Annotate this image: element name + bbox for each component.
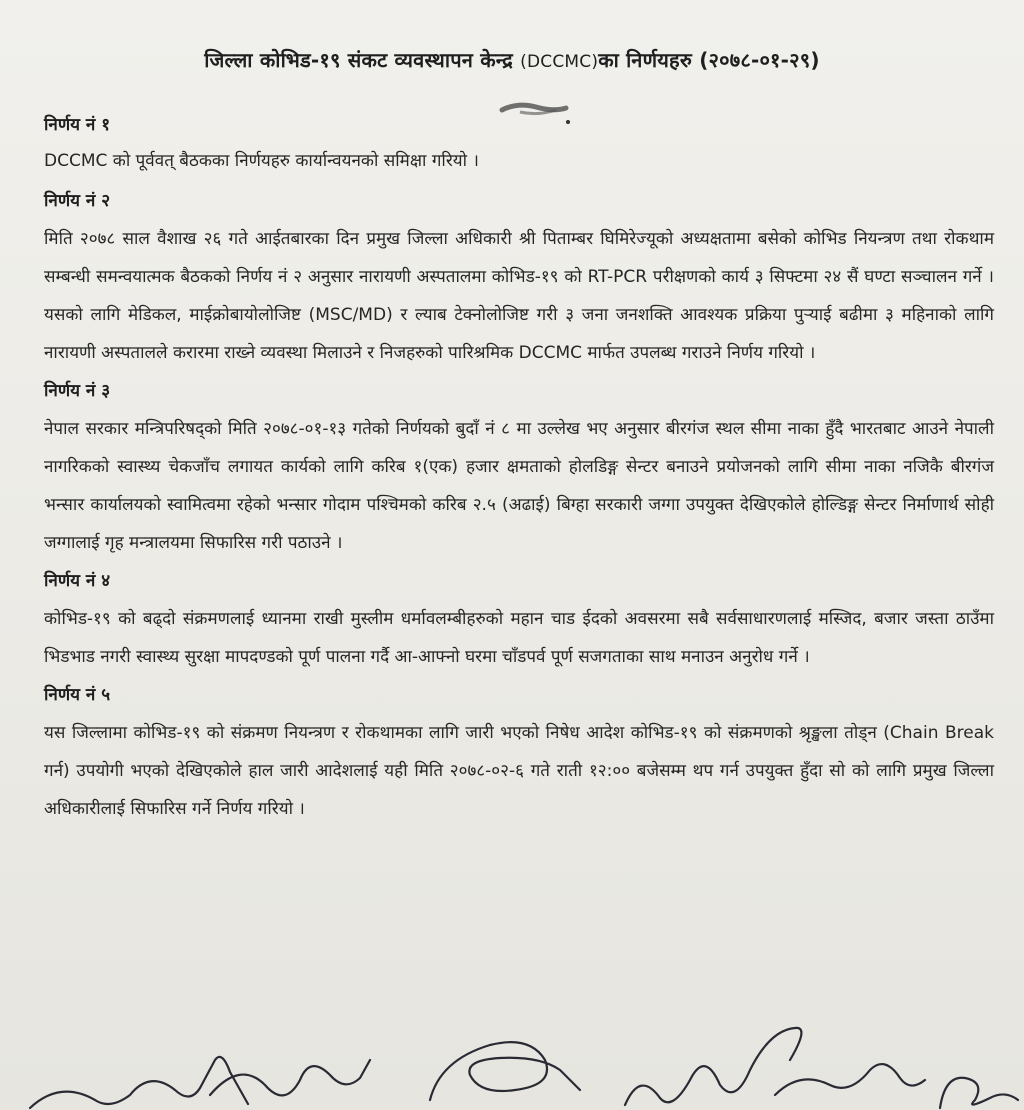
- decision-text: कोभिड-१९ को बढ्दो संक्रमणलाई ध्यानमा राखी मुस्लीम धर्मावलम्बीहरुको महान चाड ईदको अवसरमा सबै सर्वसाधारणलाई मस्जिद, बजार जस्ता ठाउँमा भिडभाड नगरी स्वास्थ्य सुरक्षा मापदण्डको पूर्ण पालना गर्दै आ-आफ्नो घरमा चाँडपर्व पूर्ण सजगताका साथ मनाउन अनुरोध गर्ने ।: [44, 609, 994, 667]
- decision-text: नेपाल सरकार मन्त्रिपरिषद्को मिति २०७८-०१-१३ गतेको निर्णयको बुदाँ नं ८ मा उल्लेख भए अनुसार बीरगंज स्थल सीमा नाका हुँदै भारतबाट आउने नेपाली नागरिकको स्वास्थ्य चेकजाँच लगायत कार्यको लागि करिब १(एक) हजार क्षमताको होलडिङ्ग सेन्टर बनाउने प्रयोजनको लागि सीमा नाका नजिकै बीरगंज भन्सार कार्यालयको स्वामित्वमा रहेको भन्सार गोदाम पश्चिमको करिब २.५ (अढाई) बिग्हा सरकारी जग्गा उपयुक्त देखिएकोले होल्डिङ्ग सेन्टर निर्माणार्थ सोही जग्गालाई गृह मन्त्रालयमा सिफारिस गरी पठाउने ।: [44, 419, 994, 553]
- decision-heading: निर्णय नं १: [44, 115, 111, 135]
- decision-text: मिति २०७८ साल वैशाख २६ गते आईतबारका दिन प्रमुख जिल्ला अधिकारी श्री पिताम्बर घिमिरेज्यूको अध्यक्षतामा बसेको कोभिड नियन्त्रण तथा रोकथाम सम्बन्धी समन्वयात्मक बैठकको निर्णय नं २ अनुसार नारायणी अस्पतालमा कोभिड-१९ को RT-PCR परीक्षणको कार्य ३ सिफ्टमा २४ सैं घण्टा सञ्चालन गर्ने । यसको लागि मेडिकल, माईक्रोबायोलोजिष्ट (MSC/MD) र ल्याब टेक्नोलोजिष्ट गरी ३ जना जनशक्ति आवश्यक प्रक्रिया पुर्‍याई बढीमा ३ महिनाको लागि नारायणी अस्पतालले करारमा राख्ने व्यवस्था मिलाउने र निजहरुको पारिश्रमिक DCCMC मार्फत उपलब्ध गराउने निर्णय गरियो ।: [44, 229, 994, 363]
- decision-3: [44, 378, 994, 562]
- decision-1: [44, 112, 994, 180]
- signature-6: [940, 1078, 1018, 1108]
- signatures-graphic: [0, 1000, 1024, 1110]
- decision-heading: निर्णय नं ५: [44, 685, 111, 705]
- signature-area: [0, 1000, 1024, 1110]
- decision-heading: निर्णय नं २: [44, 191, 111, 211]
- decision-2: [44, 188, 994, 372]
- decision-5: [44, 682, 994, 828]
- title-suffix: का निर्णयहरु (२०७८-०१-२९): [598, 48, 820, 72]
- signature-5: [775, 1064, 925, 1095]
- decision-text: DCCMC को पूर्ववत् बैठकका निर्णयहरु कार्यान्वयनको समिक्षा गरियो ।: [44, 151, 479, 171]
- decision-heading: निर्णय नं ३: [44, 381, 111, 401]
- decision-text: यस जिल्लामा कोभिड-१९ को संक्रमण नियन्त्रण र रोकथामका लागि जारी भएको निषेध आदेश कोभिड-१९ को संक्रमणको श्रृङ्खला तोड्न (Chain Break गर्न) उपयोगी भएको देखिएकोले हाल जारी आदेशलाई यही मिति २०७८-०२-६ गते राती १२:०० बजेसम्म थप गर्न उपयुक्त हुँदा सो को लागि प्रमुख जिल्ला अधिकारीलाई सिफारिस गर्ने निर्णय गरियो ।: [44, 723, 994, 819]
- title-main: जिल्ला कोभिड-१९ संकट व्यवस्थापन केन्द्र: [204, 48, 513, 72]
- signature-4: [625, 1028, 801, 1105]
- decisions-list: [44, 112, 994, 834]
- title-abbr: (DCCMC): [520, 52, 599, 72]
- signature-1: [30, 1057, 248, 1108]
- signature-3: [430, 1042, 580, 1100]
- decision-heading: निर्णय नं ४: [44, 571, 111, 591]
- document-title: [0, 46, 1024, 73]
- decision-4: [44, 568, 994, 676]
